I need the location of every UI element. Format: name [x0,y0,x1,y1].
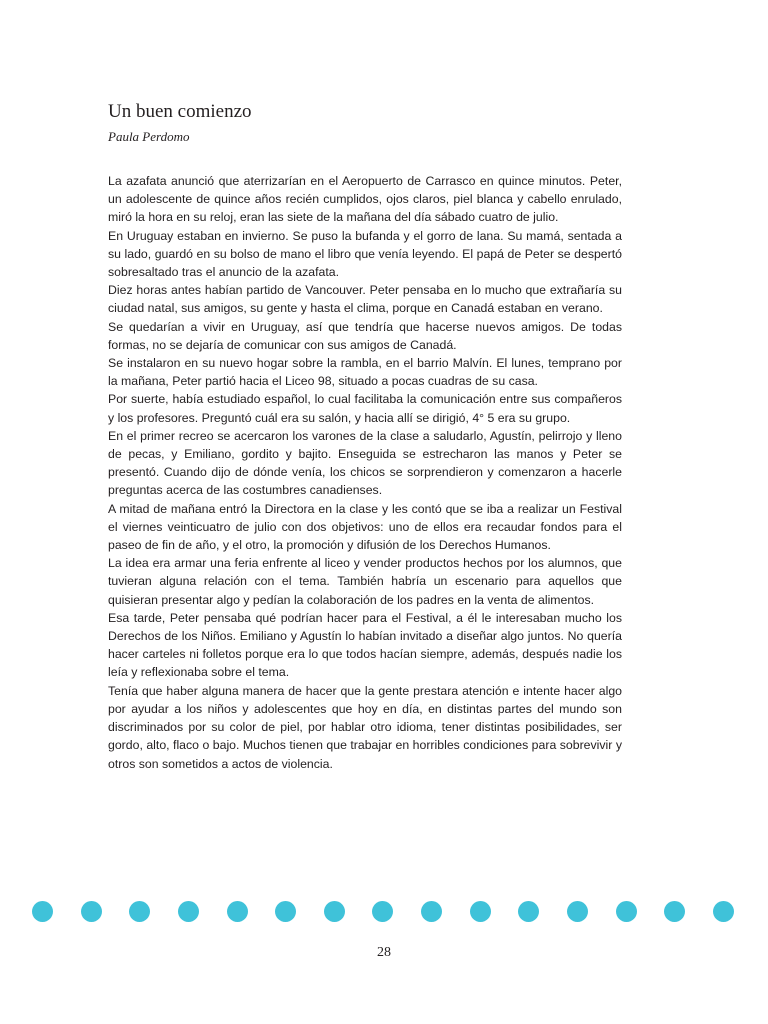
paragraph: La azafata anunció que aterrizarían en el Aeropuerto de Carrasco en quince minutos. Peter, un adolescente de quince años recién cumplidos, ojos claros, piel blanca y cabello enrulado, miró la hora en su reloj, eran las siete de la mañana del día sábado cuatro de julio. [108,174,622,225]
decorative-dot [616,901,637,922]
paragraph: Diez horas antes habían partido de Vancouver. Peter pensaba en lo mucho que extrañaría su ciudad natal, sus amigos, su gente y hasta el clima, porque en Canadá estaban en verano. [108,283,622,316]
author-name: Paula Perdomo [108,129,190,144]
decorative-dot-row [32,901,734,922]
paragraph: Tenía que haber alguna manera de hacer que la gente prestara atención e intente hacer algo por ayudar a los niños y adolescentes que hoy en día, en distintas partes del mundo son discriminados por su color de piel, por hablar otro idioma, tener distintas posibilidades, ser gordo, alto, flaco o bajo. Muchos tienen que trabajar en horribles condiciones para sobrevivir y otros son sometidos a actos de violencia. [108,683,622,771]
decorative-dot [178,901,199,922]
paragraph: Se quedarían a vivir en Uruguay, así que tendría que hacerse nuevos amigos. De todas formas, no se dejaría de comunicar con sus amigos de Canadá. [108,319,622,352]
paragraph: En el primer recreo se acercaron los varones de la clase a saludarlo, Agustín, pelirrojo y lleno de pecas, y Emiliano, gordito y bajito. Enseguida se estrecharon las manos y Peter se presentó. Cuando dijo de dónde venía, los chicos se sorprendieron y comenzaron a hacerle preguntas acerca de las costumbres canadienses. [108,428,622,498]
decorative-dot [664,901,685,922]
decorative-dot [324,901,345,922]
decorative-dot [470,901,491,922]
page-title: Un buen comienzo [108,101,252,122]
decorative-dot [32,901,53,922]
decorative-dot [275,901,296,922]
paragraph: Por suerte, había estudiado español, lo cual facilitaba la comunicación entre sus compañeros y los profesores. Preguntó cuál era su salón, y hacia allí se dirigió, 4° 5 era su grupo. [108,392,622,425]
page-number: 28 [377,945,391,960]
decorative-dot [713,901,734,922]
decorative-dot [518,901,539,922]
decorative-dot [227,901,248,922]
body-text [108,172,622,773]
paragraph: Se instalaron en su nuevo hogar sobre la rambla, en el barrio Malvín. El lunes, temprano por la mañana, Peter partió hacia el Liceo 98, situado a pocas cuadras de su casa. [108,356,622,389]
decorative-dot [372,901,393,922]
decorative-dot [421,901,442,922]
paragraph: A mitad de mañana entró la Directora en la clase y les contó que se iba a realizar un Festival el viernes veinticuatro de julio con dos objetivos: uno de ellos era recaudar fondos para el paseo de fin de año, y el otro, la promoción y difusión de los Derechos Humanos. [108,501,622,553]
paragraph: La idea era armar una feria enfrente al liceo y vender productos hechos por los alumnos, que tuvieran alguna relación con el tema. También habría un escenario para aquellos que quisieran presentar algo y pedían la colaboración de los padres en la venta de alimentos. [108,556,622,607]
paragraph: Esa tarde, Peter pensaba qué podrían hacer para el Festival, a él le interesaban mucho los Derechos de los Niños. Emiliano y Agustín lo habían invitado a diseñar algo juntos. No quería hacer carteles ni folletos porque era lo que todos hacían siempre, además, después nadie los leía y reflexionaba sobre el tema. [108,610,622,680]
decorative-dot [129,901,150,922]
paragraph: En Uruguay estaban en invierno. Se puso la bufanda y el gorro de lana. Su mamá, sentada a su lado, guardó en su bolso de mano el libro que venía leyendo. El papá de Peter se despertó sobresaltado tras el anuncio de la azafata. [108,228,622,280]
decorative-dot [81,901,102,922]
decorative-dot [567,901,588,922]
